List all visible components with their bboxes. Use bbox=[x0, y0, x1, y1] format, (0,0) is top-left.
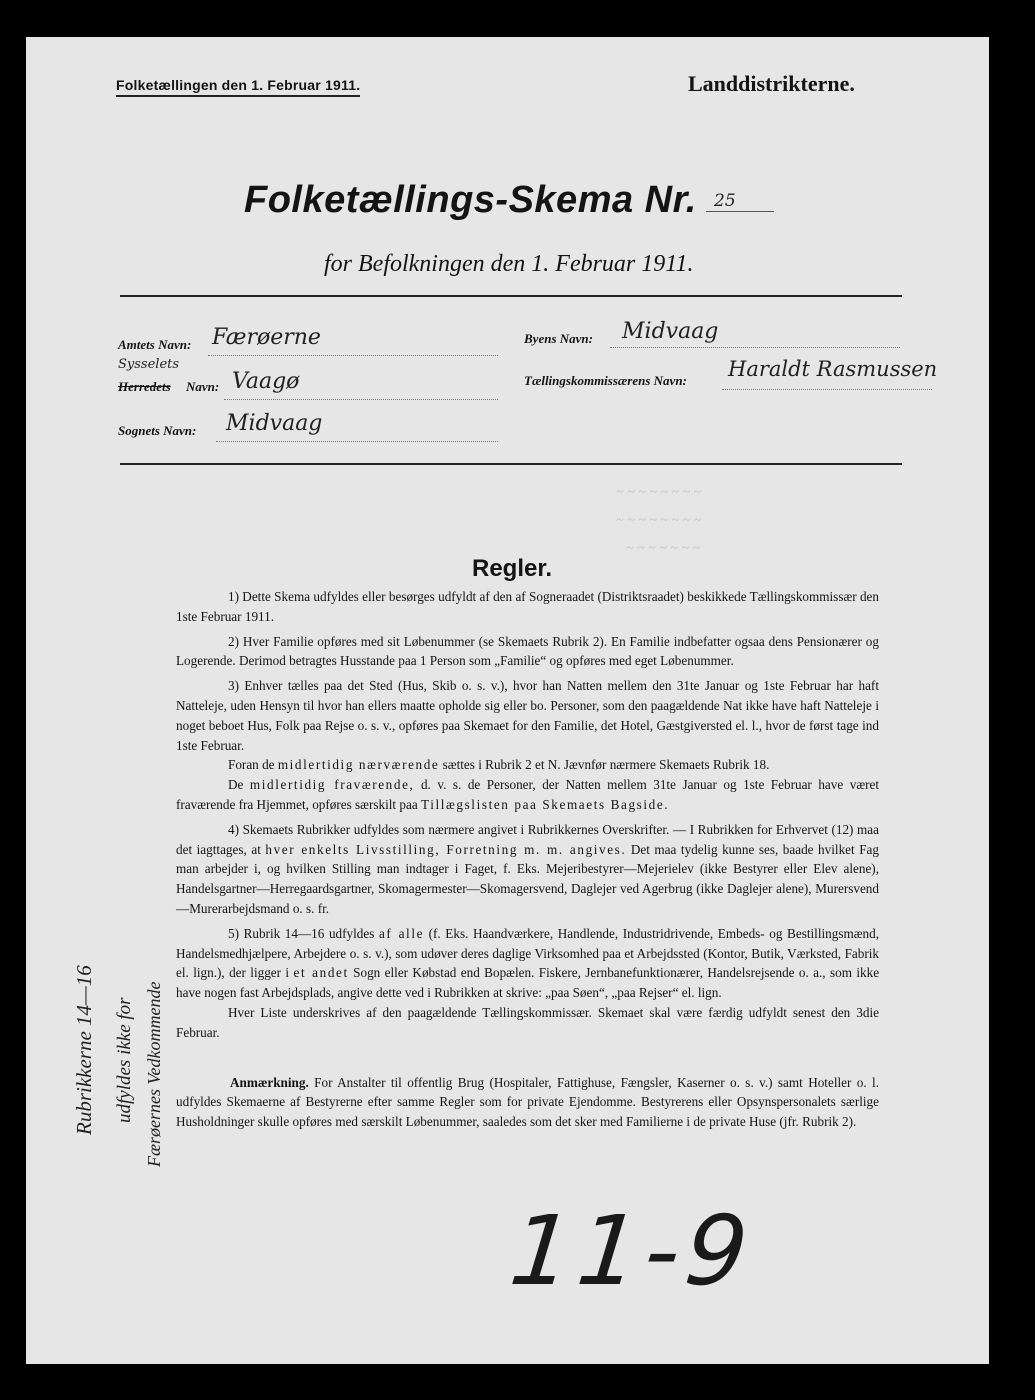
rule-3b-text-a: Foran de bbox=[228, 757, 275, 773]
by-line bbox=[610, 347, 900, 348]
sogn-line bbox=[216, 441, 498, 442]
schema-number-line bbox=[706, 211, 774, 212]
herred-prefix: Sysselets bbox=[118, 357, 180, 372]
header-district-type: Landdistrikterne. bbox=[688, 71, 855, 96]
sogn-value: Midvaag bbox=[226, 411, 323, 436]
rules-heading: Regler. bbox=[472, 555, 553, 582]
herred-struck-label: Herredets bbox=[118, 379, 171, 394]
herred-label: Navn: bbox=[186, 379, 220, 394]
kommissaer-line bbox=[722, 389, 932, 390]
rule-4-emphasis: hver enkelts Livsstilling, Forretning m. m. angives. bbox=[265, 841, 627, 857]
side-note-line-3: Færøernes Vedkommende bbox=[144, 981, 164, 1167]
rule-2 bbox=[176, 632, 879, 672]
divider-bottom bbox=[120, 463, 902, 465]
sogn-label: Sognets Navn: bbox=[118, 423, 197, 438]
herred-line bbox=[224, 399, 498, 400]
rule-3c-text-b: d. v. s. de Personer, der Natten mellem 31te Januar og 1ste Februar have været fraværende fra Hjemmet, opføres særskilt paa bbox=[176, 777, 880, 812]
rule-5 bbox=[176, 924, 879, 1003]
rule-3c-emphasis: midlertidig fraværende, bbox=[249, 777, 415, 793]
rule-5-text-b: (f. Eks. Haandværkere, Handlende, Industridrivende, Embeds- og Bestillingsmænd, Handelsmedhjælpere, Arbejdere o. s. v.), som udøver deres daglige Virksomhed paa et Arbejdssted (Kontor, Butik, Værksted, Fabrik el. lign.), der ligger i bbox=[176, 925, 880, 981]
rule-3-text: 3) Enhver tælles paa det Sted (Hus, Skib o. s. v.), hvor han Natten mellem den 31te Januar og 1ste Februar har haft Natteleje, uden Hensyn til hvor han ellers maatte opholde sig eller bo. Personer, som den paagældende Nat ikke have haft Natteleje i noget beboet Hus, Folk paa Rejse o. s. v., opføres paa Skemaet for den Familie, det Hotel, Gæstgiversted el. l., hvor de først tage ind 1ste Februar. bbox=[176, 678, 879, 753]
side-note-line-1: Rubrikkerne 14—16 bbox=[72, 965, 96, 1135]
rule-3b bbox=[176, 755, 879, 775]
amt-label: Amtets Navn: bbox=[118, 337, 192, 352]
rule-4-text-b: Det maa tydelig kunne ses, baade hvilket Fag man arbejder i, og hvilken Stilling man indtager i Faget, f. Eks. Mejeribestyrer—Mejerielev (ikke Bestyrer eller Elev alene), Handelsgartner—Herregaardsgartner, Skomagermester—Skomagersvend, Daglejer ved Agerbrug (ikke Daglejer alene), Murersvend—Murerarbejdsmand o. s. fr. bbox=[176, 841, 879, 916]
rules-body bbox=[176, 587, 879, 1137]
form-title: Folketællings-Skema Nr. bbox=[244, 179, 697, 221]
by-value: Midvaag bbox=[622, 319, 719, 344]
bleed-through-mark: ~ ~ ~ ~ ~ ~ ~ ~ bbox=[616, 513, 702, 528]
rule-4 bbox=[176, 820, 879, 919]
rule-3b-text-b: sættes i Rubrik 2 et N. Jævnfør nærmere Skemaets Rubrik 18. bbox=[442, 757, 770, 773]
rule-5-text-c: Sogn eller Købstad end Bopælen. Fiskere, Jernbanefunktionærer, Handelsrejsende o. a., som ikke have nogen fast Arbejdsplads, angive dette ved i Rubrikken at skrive: „paa Søen“, „paa Rejser“ el. lign. bbox=[176, 965, 880, 1001]
rule-3b-emphasis: midlertidig nærværende bbox=[277, 757, 440, 773]
rule-3c-text-a: De bbox=[228, 777, 244, 793]
schema-number: 25 bbox=[714, 191, 736, 211]
header-census-date: Folketællingen den 1. Februar 1911. bbox=[116, 77, 360, 97]
rule-4-text-a: 4) Skemaets Rubrikker udfyldes som nærmere angivet i Rubrikkernes Overskrifter. — I Rubrikken for Erhvervet (12) maa det iagttages, at bbox=[176, 821, 879, 857]
rule-5-text-a: 5) Rubrik 14—16 udfyldes bbox=[228, 925, 375, 941]
side-note-line-2: udfyldes ikke for bbox=[114, 997, 135, 1123]
rule-3c bbox=[176, 775, 879, 815]
annotation-text: For Anstalter til offentlig Brug (Hospitaler, Fattighuse, Fængsler, Kaserner o. s. v.) samt Hoteller o. l. udfyldes Skemaerne af Bestyrerne efter samme Regler som for private Ejendomme. Bestyrerens eller Opsynspersonalets særlige Husholdninger skulle opføres med særskilt Løbenummer, saaledes som det sker med Familierne i de private Huse (jfr. Rubrik 2). bbox=[176, 1074, 879, 1130]
amt-line bbox=[208, 355, 498, 356]
kommissaer-label: Tællingskommissærens Navn: bbox=[524, 373, 687, 388]
annotation-label: Anmærkning. bbox=[230, 1074, 309, 1090]
census-form-page bbox=[26, 37, 989, 1364]
rule-3 bbox=[176, 676, 879, 755]
rule-6-text: Hver Liste underskrives af den paagældende Tællingskommissær. Skemaet skal være færdig udfyldt senest den 3die Februar. bbox=[176, 1004, 879, 1040]
divider-top bbox=[120, 295, 902, 297]
rule-5-emphasis: af alle bbox=[378, 925, 425, 941]
rule-1 bbox=[176, 587, 879, 627]
rule-2-text: 2) Hver Familie opføres med sit Løbenummer (se Skemaets Rubrik 2). En Familie indbefatter ogsaa dens Pensionærer og Logerende. Derimod betragtes Husstande paa 1 Person som „Familie“ og opføres med eget Løbenummer. bbox=[176, 633, 879, 669]
kommissaer-value: Haraldt Rasmussen bbox=[728, 357, 938, 381]
handwritten-reference-number: 11-9 bbox=[505, 1195, 759, 1307]
bleed-through-mark: ~ ~ ~ ~ ~ ~ ~ ~ bbox=[616, 485, 702, 500]
rule-1-text: 1) Dette Skema udfyldes eller besørges udfyldt af den af Sogneraadet (Distriktsraadet) beskikkede Tællingskommissær den 1ste Februar 1911. bbox=[176, 589, 879, 624]
bleed-through-mark: ~ ~ ~ ~ ~ ~ ~ bbox=[626, 541, 701, 556]
amt-value: Færøerne bbox=[212, 325, 321, 350]
rule-5-emphasis-2: et andet bbox=[293, 965, 349, 981]
rule-3c-emphasis-2: Tillægslisten paa Skemaets Bagside. bbox=[421, 796, 670, 812]
annotation-note bbox=[176, 1073, 879, 1132]
rule-6 bbox=[176, 1003, 879, 1043]
herred-value: Vaagø bbox=[232, 369, 300, 394]
by-label: Byens Navn: bbox=[524, 331, 593, 346]
form-subtitle: for Befolkningen den 1. Februar 1911. bbox=[324, 251, 694, 277]
